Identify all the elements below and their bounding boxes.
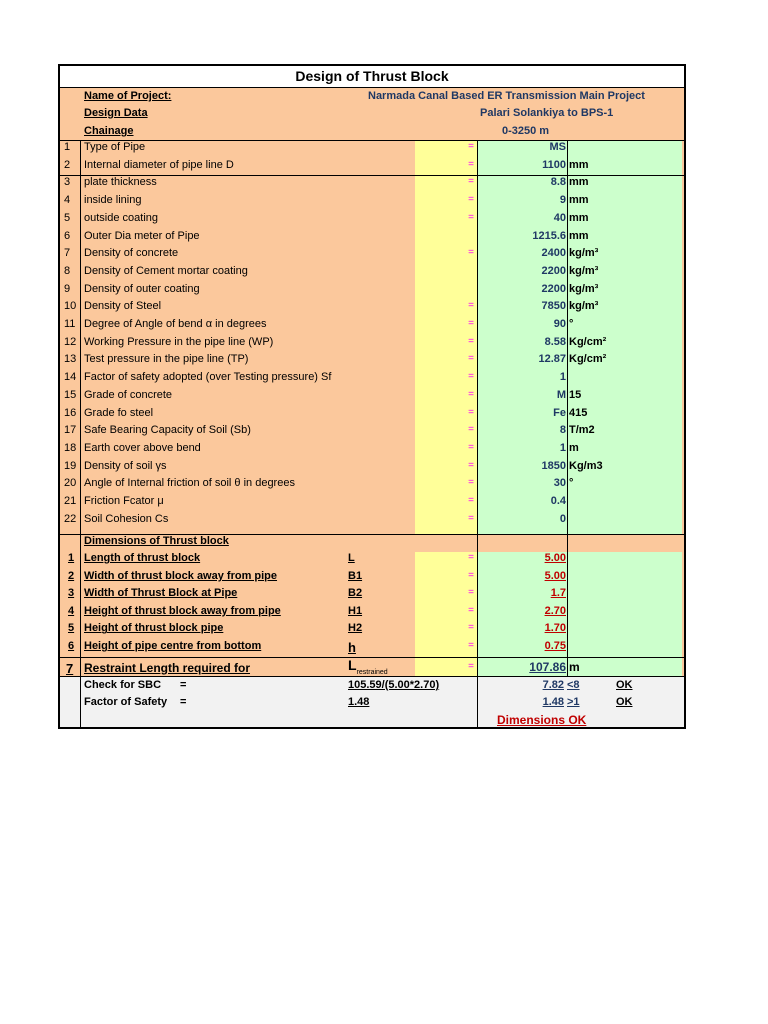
row-unit: ° — [569, 318, 574, 330]
dimension-number: 6 — [68, 640, 75, 652]
row-value: 0 — [559, 512, 566, 525]
row-value: 1 — [559, 441, 566, 454]
check-condition: >1 — [567, 696, 580, 708]
row-label: Grade fo steel — [84, 406, 154, 419]
row-value: 0.4 — [550, 495, 566, 507]
row-value: M — [556, 388, 566, 401]
row-value: 8.58 — [544, 335, 566, 348]
row-number: 10 — [64, 300, 77, 313]
row-equals: = — [468, 176, 474, 188]
dimension-value: 5.00 — [544, 569, 566, 582]
restraint-symbol: $L_{restrained}$ — [348, 657, 388, 676]
row-equals: = — [468, 495, 474, 506]
row-number: 8 — [64, 264, 71, 277]
check-expression: 105.59/(5.00*2.70) — [348, 679, 440, 691]
row-number: 9 — [64, 282, 71, 295]
row-equals: = — [468, 158, 474, 170]
row-value: 1850 — [541, 459, 566, 472]
chainage-label: Chainage — [84, 125, 134, 137]
row-unit: kg/m³ — [569, 300, 599, 313]
row-equals: = — [468, 477, 474, 489]
row-value: 1215.6 — [532, 229, 566, 242]
dimension-symbol: H2 — [348, 622, 363, 635]
row-equals: = — [468, 300, 474, 312]
row-label: Friction Fcator μ — [84, 495, 164, 507]
row-value: 1100 — [542, 158, 566, 171]
restraint-unit: m — [569, 660, 580, 674]
row-equals: = — [468, 353, 474, 365]
dimension-label: Length of thrust block — [84, 552, 201, 564]
dimension-label: Height of thrust block pipe — [84, 622, 224, 635]
row-number: 3 — [64, 176, 71, 189]
row-number: 21 — [64, 495, 77, 507]
row-unit: mm — [569, 194, 589, 207]
row-value: 40 — [553, 211, 566, 224]
dimension-value: 0.75 — [544, 640, 566, 652]
row-label: Density of Steel — [84, 300, 162, 313]
design-data-label: Design Data — [84, 107, 148, 119]
row-number: 2 — [64, 158, 71, 171]
row-unit: kg/m³ — [569, 282, 599, 295]
row-number: 17 — [64, 424, 77, 437]
dimension-value: 5.00 — [544, 552, 566, 564]
row-value: Fe — [553, 406, 566, 419]
row-number: 19 — [64, 459, 77, 472]
check-equals: = — [180, 679, 187, 691]
dimension-label: Height of thrust block away from pipe — [84, 604, 281, 617]
row-equals: = — [468, 424, 474, 436]
row-unit: 15 — [569, 388, 582, 401]
design-data-value: Palari Solankiya to BPS-1 — [480, 107, 614, 119]
dimension-equals: = — [468, 587, 474, 599]
row-number: 12 — [64, 335, 77, 348]
row-value: 8 — [559, 424, 566, 437]
check-label: Factor of Safety — [84, 696, 168, 708]
row-equals: = — [468, 335, 474, 347]
restraint-equals: = — [468, 661, 474, 672]
project-name-label: Name of Project: — [84, 90, 172, 102]
row-number: 22 — [64, 512, 77, 525]
dimension-symbol: L — [348, 552, 355, 564]
check-expression: 1.48 — [348, 696, 370, 708]
dimension-number: 3 — [68, 587, 75, 600]
row-label: Type of Pipe — [84, 141, 146, 153]
check-value: 7.82 — [542, 679, 564, 691]
dimension-label: Width of thrust block away from pipe — [84, 569, 278, 582]
row-equals: = — [468, 141, 474, 152]
row-label: Grade of concrete — [84, 388, 173, 401]
row-value: 30 — [553, 477, 566, 490]
row-unit: 415 — [569, 406, 588, 419]
row-value: 2200 — [541, 282, 566, 295]
thrust-block-sheet — [58, 64, 686, 729]
row-label: Internal diameter of pipe line D — [84, 158, 234, 171]
chainage-value: 0-3250 m — [502, 125, 550, 137]
row-number: 18 — [64, 441, 77, 454]
check-label: Check for SBC — [84, 679, 162, 691]
row-number: 14 — [64, 371, 77, 384]
row-value: 90 — [553, 318, 566, 330]
dimension-equals: = — [468, 552, 474, 563]
restraint-no: 7 — [66, 661, 74, 676]
row-label: inside lining — [84, 194, 142, 207]
row-equals: = — [468, 194, 474, 206]
row-unit: mm — [569, 158, 589, 171]
row-label: Test pressure in the pipe line (TP) — [84, 353, 249, 366]
row-value: MS — [549, 141, 566, 153]
project-name-value: Narmada Canal Based ER Transmission Main Project — [368, 90, 645, 102]
row-number: 6 — [64, 229, 71, 242]
row-label: Outer Dia meter of Pipe — [84, 229, 200, 242]
check-equals: = — [180, 696, 187, 708]
row-unit: kg/m³ — [569, 247, 599, 260]
dimension-number: 5 — [68, 622, 75, 635]
dimensions-status: Dimensions OK — [497, 713, 587, 727]
row-number: 5 — [64, 211, 71, 224]
row-label: Density of soil γs — [84, 459, 167, 472]
row-equals: = — [468, 459, 474, 471]
row-unit: Kg/cm² — [569, 353, 607, 366]
dimension-value: 2.70 — [544, 604, 566, 617]
dimension-number: 1 — [68, 552, 75, 564]
row-value: 2400 — [541, 247, 566, 260]
dimension-symbol: h — [348, 640, 356, 655]
row-equals: = — [468, 406, 474, 418]
dimension-value: 1.70 — [544, 622, 566, 635]
row-unit: Kg/cm² — [569, 335, 607, 348]
dimension-symbol: B1 — [348, 569, 363, 582]
row-label: Density of outer coating — [84, 282, 200, 295]
row-unit: m — [569, 441, 579, 454]
restraint-value: 107.86 — [529, 660, 566, 674]
dimension-label: Width of Thrust Block at Pipe — [84, 587, 238, 600]
row-number: 15 — [64, 388, 77, 401]
row-equals: = — [468, 318, 474, 329]
row-number: 1 — [64, 141, 71, 153]
row-label: Working Pressure in the pipe line (WP) — [84, 335, 274, 348]
row-unit: kg/m³ — [569, 264, 599, 277]
row-value: 1 — [559, 371, 566, 384]
dimension-number: 2 — [68, 569, 75, 582]
row-label: Factor of safety adopted (over Testing pressure) Sf — [84, 371, 332, 384]
row-number: 16 — [64, 406, 77, 419]
dimension-value: 1.7 — [550, 587, 566, 600]
dimension-symbol: H1 — [348, 604, 363, 617]
row-label: outside coating — [84, 211, 158, 224]
row-equals: = — [468, 371, 474, 383]
row-number: 13 — [64, 353, 77, 366]
restraint-label: Restraint Length required for — [84, 661, 251, 675]
row-equals: = — [468, 512, 474, 524]
row-unit: mm — [569, 176, 589, 189]
row-number: 7 — [64, 247, 71, 260]
check-result: OK — [616, 679, 633, 691]
row-number: 11 — [64, 318, 76, 330]
row-label: Angle of Internal friction of soil θ in degrees — [84, 477, 295, 490]
dimension-equals: = — [468, 640, 474, 651]
row-unit: ° — [569, 477, 574, 490]
row-value: 9 — [559, 194, 566, 207]
dimension-equals: = — [468, 622, 474, 634]
check-result: OK — [616, 696, 633, 708]
row-label: Safe Bearing Capacity of Soil (Sb) — [84, 424, 251, 437]
sheet-title: Design of Thrust Block — [60, 66, 684, 88]
row-label: Soil Cohesion Cs — [84, 512, 169, 525]
check-condition: <8 — [567, 679, 580, 691]
row-value: 2200 — [541, 264, 566, 277]
dimension-symbol: B2 — [348, 587, 363, 600]
row-equals: = — [468, 247, 474, 259]
row-value: 8.8 — [550, 176, 566, 189]
row-number: 20 — [64, 477, 77, 490]
dimension-label: Height of pipe centre from bottom — [84, 640, 262, 652]
row-unit: T/m2 — [569, 424, 595, 437]
row-label: Earth cover above bend — [84, 441, 201, 454]
dimensions-heading: Dimensions of Thrust block — [84, 535, 229, 547]
dimension-equals: = — [468, 604, 474, 616]
row-unit: mm — [569, 229, 589, 242]
row-number: 4 — [64, 194, 71, 207]
row-unit: Kg/m3 — [569, 459, 603, 472]
row-label: Density of Cement mortar coating — [84, 264, 248, 277]
row-value: 12.87 — [538, 353, 566, 366]
dimension-number: 4 — [68, 604, 75, 617]
row-equals: = — [468, 388, 474, 400]
row-equals: = — [468, 211, 474, 223]
row-equals: = — [468, 441, 474, 453]
row-label: Degree of Angle of bend α in degrees — [84, 318, 267, 330]
row-label: plate thickness — [84, 176, 157, 189]
row-unit: mm — [569, 211, 589, 224]
dimension-equals: = — [468, 569, 474, 581]
check-value: 1.48 — [542, 696, 564, 708]
row-value: 7850 — [541, 300, 566, 313]
row-label: Density of concrete — [84, 247, 179, 260]
